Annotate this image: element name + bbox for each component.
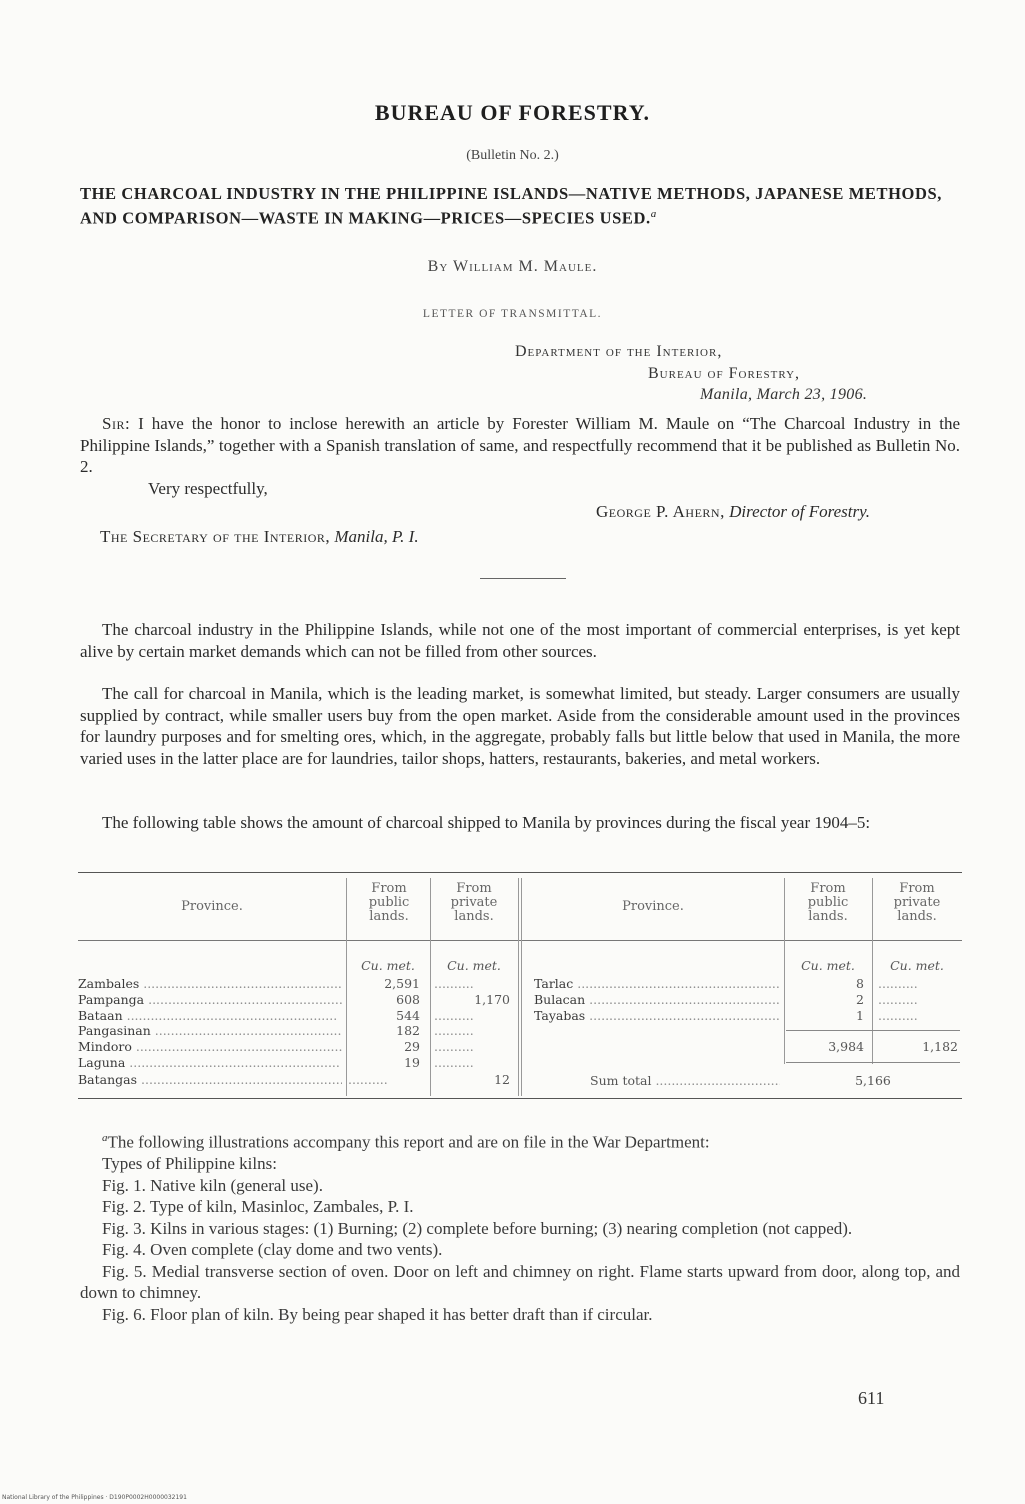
- table-bottom-rule: [78, 1098, 962, 1099]
- subtotal-private: 1,182: [922, 1039, 958, 1054]
- province-cell: Bataan .....: [78, 1008, 342, 1023]
- figure-caption: Fig. 2. Type of kiln, Masinloc, Zambales, P. I.: [102, 1197, 414, 1217]
- figure-caption: Fig. 1. Native kiln (general use).: [102, 1175, 323, 1195]
- public-cell: 182: [396, 1023, 420, 1038]
- page-number: 611: [858, 1388, 885, 1408]
- total-rule: [786, 1062, 960, 1063]
- subtotal-public: 3,984: [828, 1039, 864, 1054]
- address-department: Department of the Interior,: [515, 343, 723, 360]
- empty-cell: ..........: [434, 1008, 474, 1023]
- letter-body-text: I have the honor to inclose herewith an article by Forester William M. Maule on “The Charcoal Industry in the Philippine Islands,” together with a Spanish translation of same, and respectfully recommend that it be published as Bulletin No. 2.: [80, 414, 960, 476]
- empty-cell: ..........: [434, 1023, 474, 1038]
- province-cell: Zambales .....: [78, 976, 342, 991]
- province-cell: Mindoro .....: [78, 1039, 342, 1054]
- unit-label: Cu. met.: [447, 958, 501, 973]
- public-cell: 8: [856, 976, 864, 991]
- table-divider: [872, 878, 873, 1064]
- signature: [596, 501, 966, 523]
- empty-cell: ..........: [348, 1072, 388, 1087]
- empty-cell: ..........: [434, 1055, 474, 1070]
- province-cell: Pampanga .....: [78, 992, 342, 1007]
- article-title: [80, 184, 960, 229]
- footnote-intro: [80, 1128, 960, 1153]
- province-cell: Laguna .....: [78, 1055, 342, 1070]
- recipient-name: The Secretary of the Interior,: [100, 527, 331, 546]
- unit-label: Cu. met.: [361, 958, 415, 973]
- footnote: [80, 1128, 960, 1325]
- empty-cell: ..........: [878, 976, 918, 991]
- figure-caption: Fig. 3. Kilns in various stages: (1) Burning; (2) complete before burning; (3) nearing completion (not capped).: [102, 1218, 853, 1238]
- figure-caption: Fig. 4. Oven complete (clay dome and two vents).: [102, 1240, 443, 1260]
- empty-cell: ..........: [434, 976, 474, 991]
- header-private-right: From private lands.: [893, 881, 941, 924]
- public-cell: 2: [856, 992, 864, 1007]
- footnote-marker: a: [102, 1132, 108, 1144]
- table-divider: [784, 878, 785, 1064]
- figure-caption: Fig. 6. Floor plan of kiln. By being pear shaped it has better draft than if circular.: [102, 1304, 653, 1324]
- empty-cell: ..........: [878, 992, 918, 1007]
- byline: By William M. Maule.: [427, 258, 598, 275]
- table-divider: [346, 878, 347, 1096]
- table-divider: [430, 878, 431, 1096]
- province-cell: Pangasinan .....: [78, 1023, 342, 1038]
- page-title: BUREAU OF FORESTRY.: [374, 100, 651, 125]
- province-cell: Bulacan .....: [534, 992, 780, 1007]
- paragraph-3: The following table shows the amount of charcoal shipped to Manila by provinces during the fiscal year 1904–5:: [102, 813, 871, 832]
- province-cell: Tarlac .....: [534, 976, 780, 991]
- empty-cell: ..........: [434, 1039, 474, 1054]
- header-province-left: Province.: [181, 899, 243, 914]
- letter-closing: Very respectfully,: [148, 479, 268, 498]
- address-bureau: Bureau of Forestry,: [648, 365, 801, 382]
- public-cell: 1: [856, 1008, 864, 1023]
- footnote-marker: a: [650, 208, 657, 220]
- paragraph-1: The charcoal industry in the Philippine Islands, while not one of the most important of commercial enterprises, is yet kept alive by certain market demands which can not be filled from other sources.: [80, 620, 960, 661]
- empty-cell: ..........: [878, 1008, 918, 1023]
- signer-name: George P. Ahern,: [596, 502, 725, 521]
- charcoal-shipments-table: [78, 872, 962, 1112]
- recipient: [100, 526, 700, 548]
- header-province-right: Province.: [622, 899, 684, 914]
- private-cell: 12: [494, 1072, 510, 1087]
- table-header-rule: [78, 940, 962, 941]
- signer-title: Director of Forestry.: [729, 502, 870, 521]
- table-divider: [518, 878, 519, 1096]
- public-cell: 29: [404, 1039, 420, 1054]
- letter-body: [80, 413, 960, 478]
- section-divider: [480, 578, 566, 579]
- letter-heading: LETTER OF TRANSMITTAL.: [422, 308, 603, 320]
- article-title-text: THE CHARCOAL INDUSTRY IN THE PHILIPPINE ISLANDS—NATIVE METHODS, JAPANESE METHODS, AND COMPARISON—WASTE IN MAKING—PRICES—SPECIES USED.: [80, 184, 943, 228]
- sum-total-label: Sum total .....: [590, 1073, 780, 1088]
- header-private-left: From private lands.: [450, 881, 498, 924]
- public-cell: 544: [396, 1008, 420, 1023]
- sum-total-value: 5,166: [855, 1073, 891, 1088]
- bulletin-number: (Bulletin No. 2.): [466, 148, 559, 163]
- public-cell: 608: [396, 992, 420, 1007]
- public-cell: 19: [404, 1055, 420, 1070]
- header-public-right: From public lands.: [807, 881, 849, 924]
- letter-date: Manila, March 23, 1906.: [700, 386, 868, 403]
- unit-label: Cu. met.: [890, 958, 944, 973]
- province-cell: Batangas .....: [78, 1072, 342, 1087]
- footnote-types: Types of Philippine kilns:: [102, 1154, 277, 1174]
- public-cell: 2,591: [384, 976, 420, 991]
- table-top-rule: [78, 872, 962, 873]
- unit-label: Cu. met.: [801, 958, 855, 973]
- private-cell: 1,170: [474, 992, 510, 1007]
- figure-caption: Fig. 5. Medial transverse section of oven. Door on left and chimney on right. Flame starts upward from door, along top, and down to chimney.: [80, 1261, 960, 1303]
- archive-footer: National Library of the Philippines · D190P0002H0000032191: [2, 1494, 187, 1501]
- paragraph-2: The call for charcoal in Manila, which is the leading market, is somewhat limited, but steady. Larger consumers are usually supplied by contract, while smaller users buy from the open market. Aside from the considerable amount used in the provinces for laundry purposes and for smelting ores, which, in the aggregate, probably falls but little below that used in Manila, the more varied uses in the latter place are for laundries, tailor shops, hatters, restaurants, bakeries, and metal workers.: [80, 684, 960, 768]
- footnote-intro-text: The following illustrations accompany this report and are on file in the War Department:: [107, 1132, 710, 1152]
- province-cell: Tayabas .....: [534, 1008, 780, 1023]
- header-public-left: From public lands.: [368, 881, 410, 924]
- recipient-place: Manila, P. I.: [334, 527, 419, 546]
- subtotal-rule: [786, 1030, 960, 1031]
- salutation: Sir:: [102, 414, 131, 433]
